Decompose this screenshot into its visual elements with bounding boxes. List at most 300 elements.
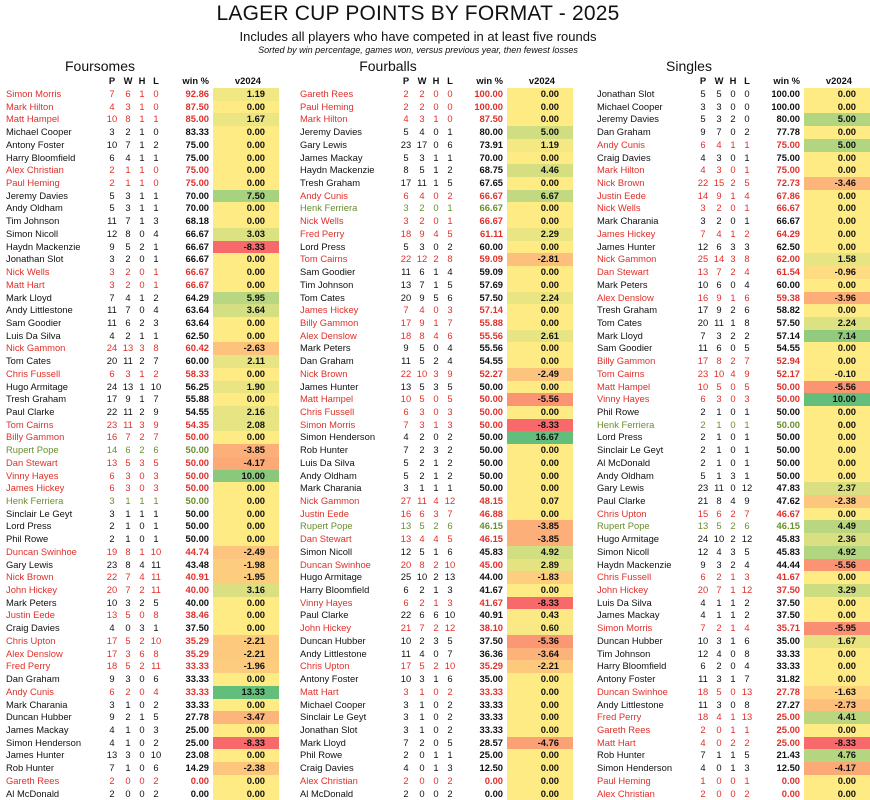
- lost-count: 2: [153, 138, 159, 150]
- halved-count: 1: [433, 278, 439, 290]
- win-percentage: 46.15: [479, 533, 503, 545]
- table-row: [300, 711, 573, 724]
- player-name: Jeremy Davies: [300, 126, 362, 138]
- lost-count: 4: [744, 266, 750, 278]
- halved-count: 0: [433, 100, 439, 112]
- win-percentage: 50.00: [479, 393, 503, 405]
- table-row: [597, 584, 870, 597]
- win-percentage: 57.14: [479, 304, 503, 316]
- won-count: 8: [125, 113, 131, 125]
- halved-count: 1: [139, 202, 145, 214]
- win-percentage: 45.83: [479, 545, 503, 557]
- halved-count: 1: [139, 126, 145, 138]
- table-row: [6, 737, 279, 750]
- table-row: [597, 470, 870, 483]
- played-count: 9: [109, 711, 115, 723]
- table-row: [597, 139, 870, 152]
- halved-count: 2: [730, 533, 736, 545]
- v2024-change: 0.00: [804, 660, 870, 673]
- halved-count: 3: [433, 380, 439, 392]
- lost-count: 5: [744, 342, 750, 354]
- player-name: Dan Stewart: [597, 266, 649, 278]
- table-row: [6, 419, 279, 432]
- v2024-change: 1.90: [213, 381, 279, 394]
- win-percentage: 58.82: [776, 304, 800, 316]
- lost-count: 5: [447, 278, 453, 290]
- lost-count: 1: [744, 405, 750, 417]
- player-name: Nick Brown: [300, 367, 348, 379]
- won-count: 1: [716, 456, 722, 468]
- player-name: Luis Da Silva: [6, 329, 61, 341]
- lost-count: 2: [153, 736, 159, 748]
- table-row: [597, 266, 870, 279]
- v2024-change: 0.00: [507, 177, 573, 190]
- halved-count: 0: [433, 711, 439, 723]
- played-count: 18: [697, 685, 709, 697]
- player-name: Nick Wells: [300, 215, 344, 227]
- won-count: 1: [125, 698, 131, 710]
- halved-count: 0: [433, 723, 439, 735]
- win-percentage: 35.29: [185, 634, 209, 646]
- played-count: 4: [109, 329, 115, 341]
- won-count: 3: [419, 151, 425, 163]
- won-count: 10: [713, 367, 725, 379]
- win-percentage: 33.33: [776, 647, 800, 659]
- lost-count: 5: [153, 596, 159, 608]
- played-count: 13: [106, 609, 118, 621]
- win-percentage: 35.29: [185, 647, 209, 659]
- player-name: Matt Hampel: [300, 393, 354, 405]
- halved-count: 0: [139, 762, 145, 774]
- lost-count: 3: [744, 571, 750, 583]
- won-count: 5: [419, 342, 425, 354]
- win-percentage: 73.91: [479, 138, 503, 150]
- lost-count: 1: [744, 469, 750, 481]
- player-name: Tresh Graham: [300, 177, 361, 189]
- win-percentage: 45.83: [776, 533, 800, 545]
- played-count: 5: [109, 202, 115, 214]
- header-w: W: [714, 75, 724, 86]
- table-header: [6, 75, 279, 88]
- lost-count: 7: [447, 316, 453, 328]
- win-percentage: 50.00: [479, 456, 503, 468]
- lost-count: 0: [744, 88, 750, 99]
- win-percentage: 21.43: [776, 749, 800, 761]
- halved-count: 0: [433, 88, 439, 99]
- player-name: Mark Lloyd: [597, 329, 643, 341]
- played-count: 9: [700, 558, 706, 570]
- played-count: 9: [109, 673, 115, 685]
- halved-count: 2: [139, 584, 145, 596]
- win-percentage: 87.50: [185, 100, 209, 112]
- halved-count: 1: [139, 113, 145, 125]
- win-percentage: 50.00: [776, 393, 800, 405]
- lost-count: 0: [153, 177, 159, 189]
- lost-count: 5: [447, 380, 453, 392]
- played-count: 6: [109, 685, 115, 697]
- table-row: [300, 190, 573, 203]
- won-count: 1: [716, 444, 722, 456]
- table-row: [6, 546, 279, 559]
- header-win-pct: win %: [773, 75, 800, 86]
- win-percentage: 12.50: [776, 762, 800, 774]
- v2024-change: 4.92: [507, 546, 573, 559]
- played-count: 3: [403, 215, 409, 227]
- lost-count: 1: [153, 533, 159, 545]
- played-count: 11: [401, 355, 411, 367]
- table-row: [6, 520, 279, 533]
- win-percentage: 44.44: [776, 558, 800, 570]
- won-count: 3: [716, 634, 722, 646]
- won-count: 7: [125, 215, 131, 227]
- played-count: 6: [109, 367, 115, 379]
- win-percentage: 41.67: [479, 596, 503, 608]
- v2024-change: 5.00: [507, 126, 573, 139]
- table-row: [300, 508, 573, 521]
- v2024-change: 0.00: [213, 152, 279, 165]
- player-name: Mark Charania: [300, 482, 362, 494]
- lost-count: 5: [744, 177, 750, 189]
- player-name: Jonathan Slot: [6, 253, 64, 265]
- v2024-change: 0.00: [507, 584, 573, 597]
- halved-count: 2: [139, 660, 145, 672]
- won-count: 3: [716, 698, 722, 710]
- player-name: Henk Ferriera: [6, 495, 64, 506]
- won-count: 6: [419, 266, 425, 278]
- won-count: 1: [716, 609, 722, 621]
- section-title-singles: Singles: [666, 58, 712, 74]
- table-row: [6, 317, 279, 330]
- v2024-change: 0.00: [213, 317, 279, 330]
- v2024-change: -4.17: [213, 457, 279, 470]
- played-count: 22: [106, 405, 118, 417]
- win-percentage: 75.00: [776, 164, 800, 176]
- halved-count: 3: [433, 634, 439, 646]
- won-count: 4: [419, 126, 425, 138]
- won-count: 0: [419, 749, 425, 761]
- v2024-change: -3.47: [213, 711, 279, 724]
- won-count: 7: [716, 266, 722, 278]
- v2024-change: 1.67: [804, 635, 870, 648]
- v2024-change: 0.00: [507, 202, 573, 215]
- win-percentage: 92.86: [185, 88, 209, 99]
- played-count: 2: [403, 749, 409, 761]
- lost-count: 13: [741, 685, 753, 697]
- table-row: [597, 495, 870, 508]
- lost-count: 2: [447, 469, 453, 481]
- won-count: 2: [716, 660, 722, 672]
- player-name: Nick Brown: [6, 571, 54, 583]
- table-row: [597, 444, 870, 457]
- v2024-change: -2.73: [804, 699, 870, 712]
- played-count: 3: [403, 482, 409, 494]
- played-count: 17: [400, 316, 412, 328]
- lost-count: 12: [741, 584, 753, 596]
- v2024-change: -3.96: [804, 292, 870, 305]
- played-count: 11: [698, 698, 708, 710]
- v2024-change: 0.00: [804, 101, 870, 114]
- halved-count: 0: [139, 673, 145, 685]
- lost-count: 3: [153, 316, 159, 328]
- header-h: H: [729, 75, 737, 86]
- lost-count: 4: [153, 685, 159, 697]
- sort-note: Sorted by win percentage, games won, versus previous year, then fewest losses: [258, 45, 578, 55]
- won-count: 3: [716, 673, 722, 685]
- table-row: [6, 304, 279, 317]
- played-count: 11: [107, 215, 117, 227]
- header-l: L: [744, 75, 750, 86]
- v2024-change: 2.24: [804, 317, 870, 330]
- halved-count: 1: [433, 584, 439, 596]
- win-percentage: 68.18: [185, 215, 209, 227]
- table-row: [597, 241, 870, 254]
- played-count: 21: [697, 495, 709, 506]
- player-name: James Hunter: [300, 380, 359, 392]
- table-row: [6, 342, 279, 355]
- won-count: 4: [125, 151, 131, 163]
- player-name: Henk Ferriera: [597, 418, 655, 430]
- won-count: 1: [419, 698, 425, 710]
- played-count: 20: [106, 355, 118, 367]
- win-percentage: 55.88: [185, 393, 209, 405]
- lost-count: 0: [153, 88, 159, 99]
- player-name: Andy Cunis: [300, 189, 348, 201]
- halved-count: 1: [139, 215, 145, 227]
- table-row: [597, 660, 870, 673]
- win-percentage: 75.00: [185, 151, 209, 163]
- player-name: Dan Graham: [6, 673, 60, 685]
- table-row: [300, 177, 573, 190]
- halved-count: 1: [730, 673, 736, 685]
- win-percentage: 45.00: [479, 558, 503, 570]
- lost-count: 1: [744, 202, 750, 214]
- halved-count: 3: [433, 507, 439, 519]
- table-row: [6, 292, 279, 305]
- lost-count: 6: [153, 762, 159, 774]
- table-row: [300, 686, 573, 699]
- table-row: [300, 520, 573, 533]
- lost-count: 7: [447, 507, 453, 519]
- won-count: 2: [716, 215, 722, 227]
- won-count: 3: [716, 164, 722, 176]
- halved-count: 0: [139, 774, 145, 786]
- header-l: L: [153, 75, 159, 86]
- played-count: 3: [403, 685, 409, 697]
- lost-count: 4: [153, 304, 159, 316]
- halved-count: 0: [730, 787, 736, 799]
- won-count: 5: [419, 520, 425, 532]
- table-row: [6, 457, 279, 470]
- v2024-change: 0.00: [213, 622, 279, 635]
- win-percentage: 50.00: [776, 469, 800, 481]
- player-name: Rupert Pope: [6, 444, 59, 456]
- lost-count: 11: [151, 660, 161, 672]
- win-percentage: 63.64: [185, 316, 209, 328]
- table-row: [300, 749, 573, 762]
- halved-count: 2: [139, 431, 145, 443]
- player-name: Duncan Hubber: [6, 711, 72, 723]
- player-name: Matt Hart: [300, 685, 339, 697]
- played-count: 17: [697, 304, 709, 316]
- page-title: LAGER CUP POINTS BY FORMAT - 2025: [216, 2, 620, 25]
- table-row: [597, 215, 870, 228]
- table-row: [300, 241, 573, 254]
- v2024-change: 2.11: [213, 355, 279, 368]
- played-count: 9: [109, 240, 115, 252]
- v2024-change: -1.63: [804, 686, 870, 699]
- halved-count: 2: [433, 355, 439, 367]
- halved-count: 0: [139, 482, 145, 494]
- player-name: Rupert Pope: [300, 520, 353, 532]
- win-percentage: 40.91: [479, 609, 503, 621]
- played-count: 6: [700, 660, 706, 672]
- lost-count: 10: [150, 634, 162, 646]
- halved-count: 0: [730, 393, 736, 405]
- v2024-change: 0.00: [507, 482, 573, 495]
- win-percentage: 25.00: [776, 736, 800, 748]
- win-percentage: 63.64: [185, 304, 209, 316]
- lost-count: 1: [447, 126, 453, 138]
- v2024-change: 0.00: [507, 749, 573, 762]
- lost-count: 4: [744, 278, 750, 290]
- table-row: [597, 520, 870, 533]
- halved-count: 0: [433, 685, 439, 697]
- played-count: 10: [400, 673, 412, 685]
- v2024-change: 2.24: [507, 292, 573, 305]
- won-count: 7: [125, 571, 131, 583]
- lost-count: 7: [744, 673, 750, 685]
- player-name: Hugo Armitage: [300, 571, 363, 583]
- win-percentage: 35.71: [776, 622, 800, 634]
- won-count: 3: [419, 240, 425, 252]
- win-percentage: 0.00: [190, 787, 209, 799]
- table-row: [300, 279, 573, 292]
- player-name: Paul Heming: [6, 177, 60, 189]
- table-row: [6, 495, 279, 508]
- section-title-fourballs: Fourballs: [359, 58, 417, 74]
- lost-count: 2: [447, 711, 453, 723]
- halved-count: 3: [730, 240, 736, 252]
- halved-count: 0: [139, 736, 145, 748]
- played-count: 3: [700, 215, 706, 227]
- win-percentage: 60.00: [479, 240, 503, 252]
- v2024-change: 0.00: [507, 762, 573, 775]
- won-count: 13: [122, 380, 134, 392]
- v2024-change: 0.00: [507, 686, 573, 699]
- table-row: [300, 139, 573, 152]
- won-count: 7: [125, 304, 131, 316]
- won-count: 3: [419, 673, 425, 685]
- played-count: 18: [697, 711, 709, 723]
- halved-count: 0: [730, 215, 736, 227]
- lost-count: 2: [447, 444, 453, 456]
- v2024-change: 3.64: [213, 304, 279, 317]
- table-row: [300, 660, 573, 673]
- v2024-change: -5.56: [804, 559, 870, 572]
- win-percentage: 35.00: [776, 634, 800, 646]
- win-percentage: 0.00: [484, 787, 503, 799]
- won-count: 2: [125, 685, 131, 697]
- table-row: [300, 482, 573, 495]
- player-name: Nick Wells: [597, 202, 641, 214]
- won-count: 7: [419, 622, 425, 634]
- won-count: 7: [125, 584, 131, 596]
- won-count: 0: [716, 762, 722, 774]
- v2024-change: 0.00: [507, 788, 573, 800]
- header-w: W: [123, 75, 133, 86]
- won-count: 11: [417, 177, 427, 189]
- halved-count: 2: [433, 571, 439, 583]
- v2024-change: 0.00: [507, 406, 573, 419]
- table-row: [597, 228, 870, 241]
- player-name: Tom Cairns: [597, 367, 645, 379]
- player-name: Gareth Rees: [300, 88, 354, 99]
- halved-count: 0: [730, 100, 736, 112]
- player-name: Andy Oldham: [300, 469, 357, 481]
- win-percentage: 37.50: [776, 596, 800, 608]
- halved-count: 0: [433, 393, 439, 405]
- halved-count: 4: [433, 533, 439, 545]
- table-row: [6, 648, 279, 661]
- won-count: 1: [419, 723, 425, 735]
- played-count: 2: [109, 177, 115, 189]
- halved-count: 1: [730, 596, 736, 608]
- table-row: [6, 266, 279, 279]
- win-percentage: 46.15: [776, 520, 800, 532]
- win-percentage: 54.55: [776, 342, 800, 354]
- lost-count: 2: [744, 787, 750, 799]
- table-row: [6, 202, 279, 215]
- table-row: [300, 164, 573, 177]
- win-percentage: 37.50: [776, 584, 800, 596]
- won-count: 5: [716, 520, 722, 532]
- player-name: Andy Littlestone: [300, 647, 367, 659]
- player-name: James Hickey: [300, 304, 359, 316]
- player-name: James Hickey: [597, 227, 656, 239]
- player-name: Harry Bloomfield: [597, 660, 667, 672]
- lost-count: 2: [447, 456, 453, 468]
- lost-count: 1: [153, 253, 159, 265]
- table-row: [6, 673, 279, 686]
- played-count: 6: [700, 138, 706, 150]
- table-row: [597, 546, 870, 559]
- played-count: 12: [697, 545, 709, 557]
- played-count: 2: [700, 723, 706, 735]
- v2024-change: 7.14: [804, 330, 870, 343]
- played-count: 19: [106, 545, 118, 557]
- table-row: [300, 546, 573, 559]
- player-name: Billy Gammon: [6, 431, 65, 443]
- played-count: 4: [700, 609, 706, 621]
- lost-count: 6: [744, 634, 750, 646]
- won-count: 0: [125, 622, 131, 634]
- win-percentage: 33.33: [479, 685, 503, 697]
- v2024-change: 0.00: [507, 775, 573, 788]
- lost-count: 2: [153, 367, 159, 379]
- win-percentage: 50.00: [479, 444, 503, 456]
- win-percentage: 46.67: [776, 507, 800, 519]
- played-count: 14: [106, 444, 118, 456]
- table-row: [597, 431, 870, 444]
- won-count: 9: [419, 291, 425, 303]
- lost-count: 1: [744, 444, 750, 456]
- table-row: [300, 266, 573, 279]
- table-row: [300, 775, 573, 788]
- win-percentage: 61.54: [776, 266, 800, 278]
- v2024-change: -8.33: [213, 241, 279, 254]
- player-name: Haydn Mackenzie: [300, 164, 375, 176]
- halved-count: 1: [433, 113, 439, 125]
